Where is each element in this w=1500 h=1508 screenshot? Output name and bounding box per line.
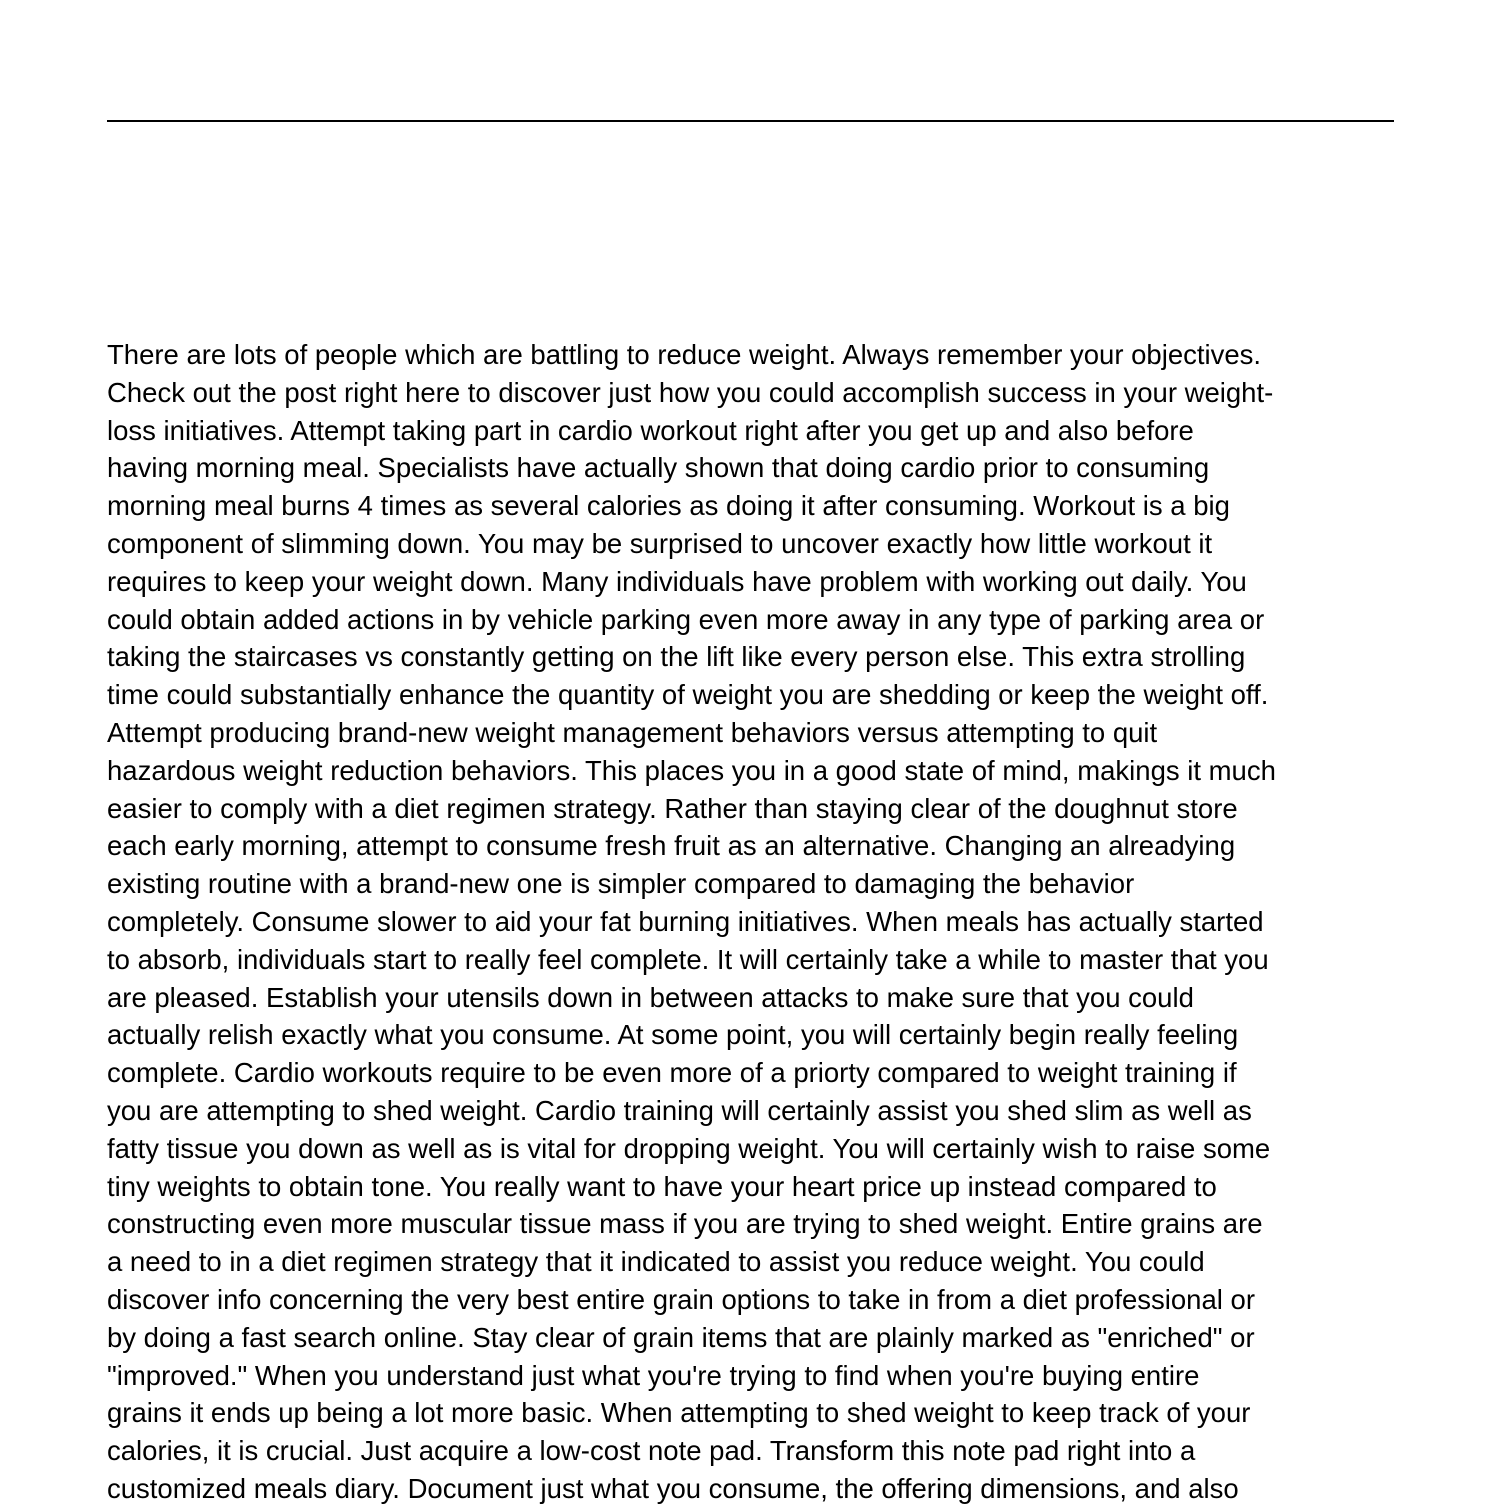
text-line: hazardous weight reduction behaviors. This places you in a good state of mind, makings it much	[107, 754, 1276, 786]
text-line: you are attempting to shed weight. Cardio training will certainly assist you shed slim as well as	[107, 1094, 1252, 1126]
text-line: "improved." When you understand just what you're trying to find when you're buying entire	[107, 1359, 1200, 1391]
text-line: calories, it is crucial. Just acquire a low-cost note pad. Transform this note pad right into a	[107, 1435, 1196, 1467]
text-line: discover info concerning the very best entire grain options to take in from a diet professional or	[107, 1283, 1255, 1315]
text-line: Attempt producing brand-new weight management behaviors versus attempting to quit	[107, 716, 1158, 748]
text-line: having morning meal. Specialists have actually shown that doing cardio prior to consuming	[107, 452, 1210, 484]
text-line: morning meal burns 4 times as several calories as doing it after consuming. Workout is a big	[107, 490, 1230, 522]
text-line: existing routine with a brand-new one is simpler compared to damaging the behavior	[107, 868, 1135, 900]
text-line: easier to comply with a diet regimen strategy. Rather than staying clear of the doughnut store	[107, 792, 1238, 824]
text-line: customized meals diary. Document just what you consume, the offering dimensions, and also	[107, 1472, 1239, 1504]
text-line: taking the staircases vs constantly getting on the lift like every person else. This extra strolling	[107, 641, 1246, 673]
document-body	[107, 336, 1407, 1508]
text-line: loss initiatives. Attempt taking part in cardio workout right after you get up and also before	[107, 414, 1194, 446]
text-line: fatty tissue you down as well as is vital for dropping weight. You will certainly wish to raise some	[107, 1132, 1271, 1164]
text-line: grains it ends up being a lot more basic. When attempting to shed weight to keep track of your	[107, 1397, 1251, 1429]
text-line: each early morning, attempt to consume fresh fruit as an alternative. Changing an alreadying	[107, 830, 1236, 862]
text-line: Check out the post right here to discover just how you could accomplish success in your weight-	[107, 376, 1274, 408]
text-line: completely. Consume slower to aid your fat burning initiatives. When meals has actually started	[107, 905, 1264, 937]
text-line: component of slimming down. You may be surprised to uncover exactly how little workout it	[107, 527, 1213, 559]
text-line: constructing even more muscular tissue mass if you are trying to shed weight. Entire grains are	[107, 1208, 1263, 1240]
text-line: could obtain added actions in by vehicle parking even more away in any type of parking area or	[107, 603, 1265, 635]
text-line: tiny weights to obtain tone. You really want to have your heart price up instead compared to	[107, 1170, 1217, 1202]
text-line: requires to keep your weight down. Many individuals have problem with working out daily. You	[107, 565, 1247, 597]
text-line: complete. Cardio workouts require to be even more of a priorty compared to weight training if	[107, 1057, 1237, 1089]
text-line: There are lots of people which are battling to reduce weight. Always remember your objectives.	[107, 339, 1262, 370]
text-line: actually relish exactly what you consume. At some point, you will certainly begin really feeling	[107, 1019, 1239, 1051]
text-line: to absorb, individuals start to really feel complete. It will certainly take a while to master that you	[107, 943, 1269, 975]
text-line: time could substantially enhance the quantity of weight you are shedding or keep the weight off.	[107, 679, 1269, 711]
text-line: by doing a fast search online. Stay clear of grain items that are plainly marked as "enriched" or	[107, 1321, 1255, 1353]
text-line: are pleased. Establish your utensils down in between attacks to make sure that you could	[107, 981, 1194, 1013]
text-line: a need to in a diet regimen strategy that it indicated to assist you reduce weight. You could	[107, 1246, 1205, 1278]
header-rule	[107, 120, 1394, 122]
